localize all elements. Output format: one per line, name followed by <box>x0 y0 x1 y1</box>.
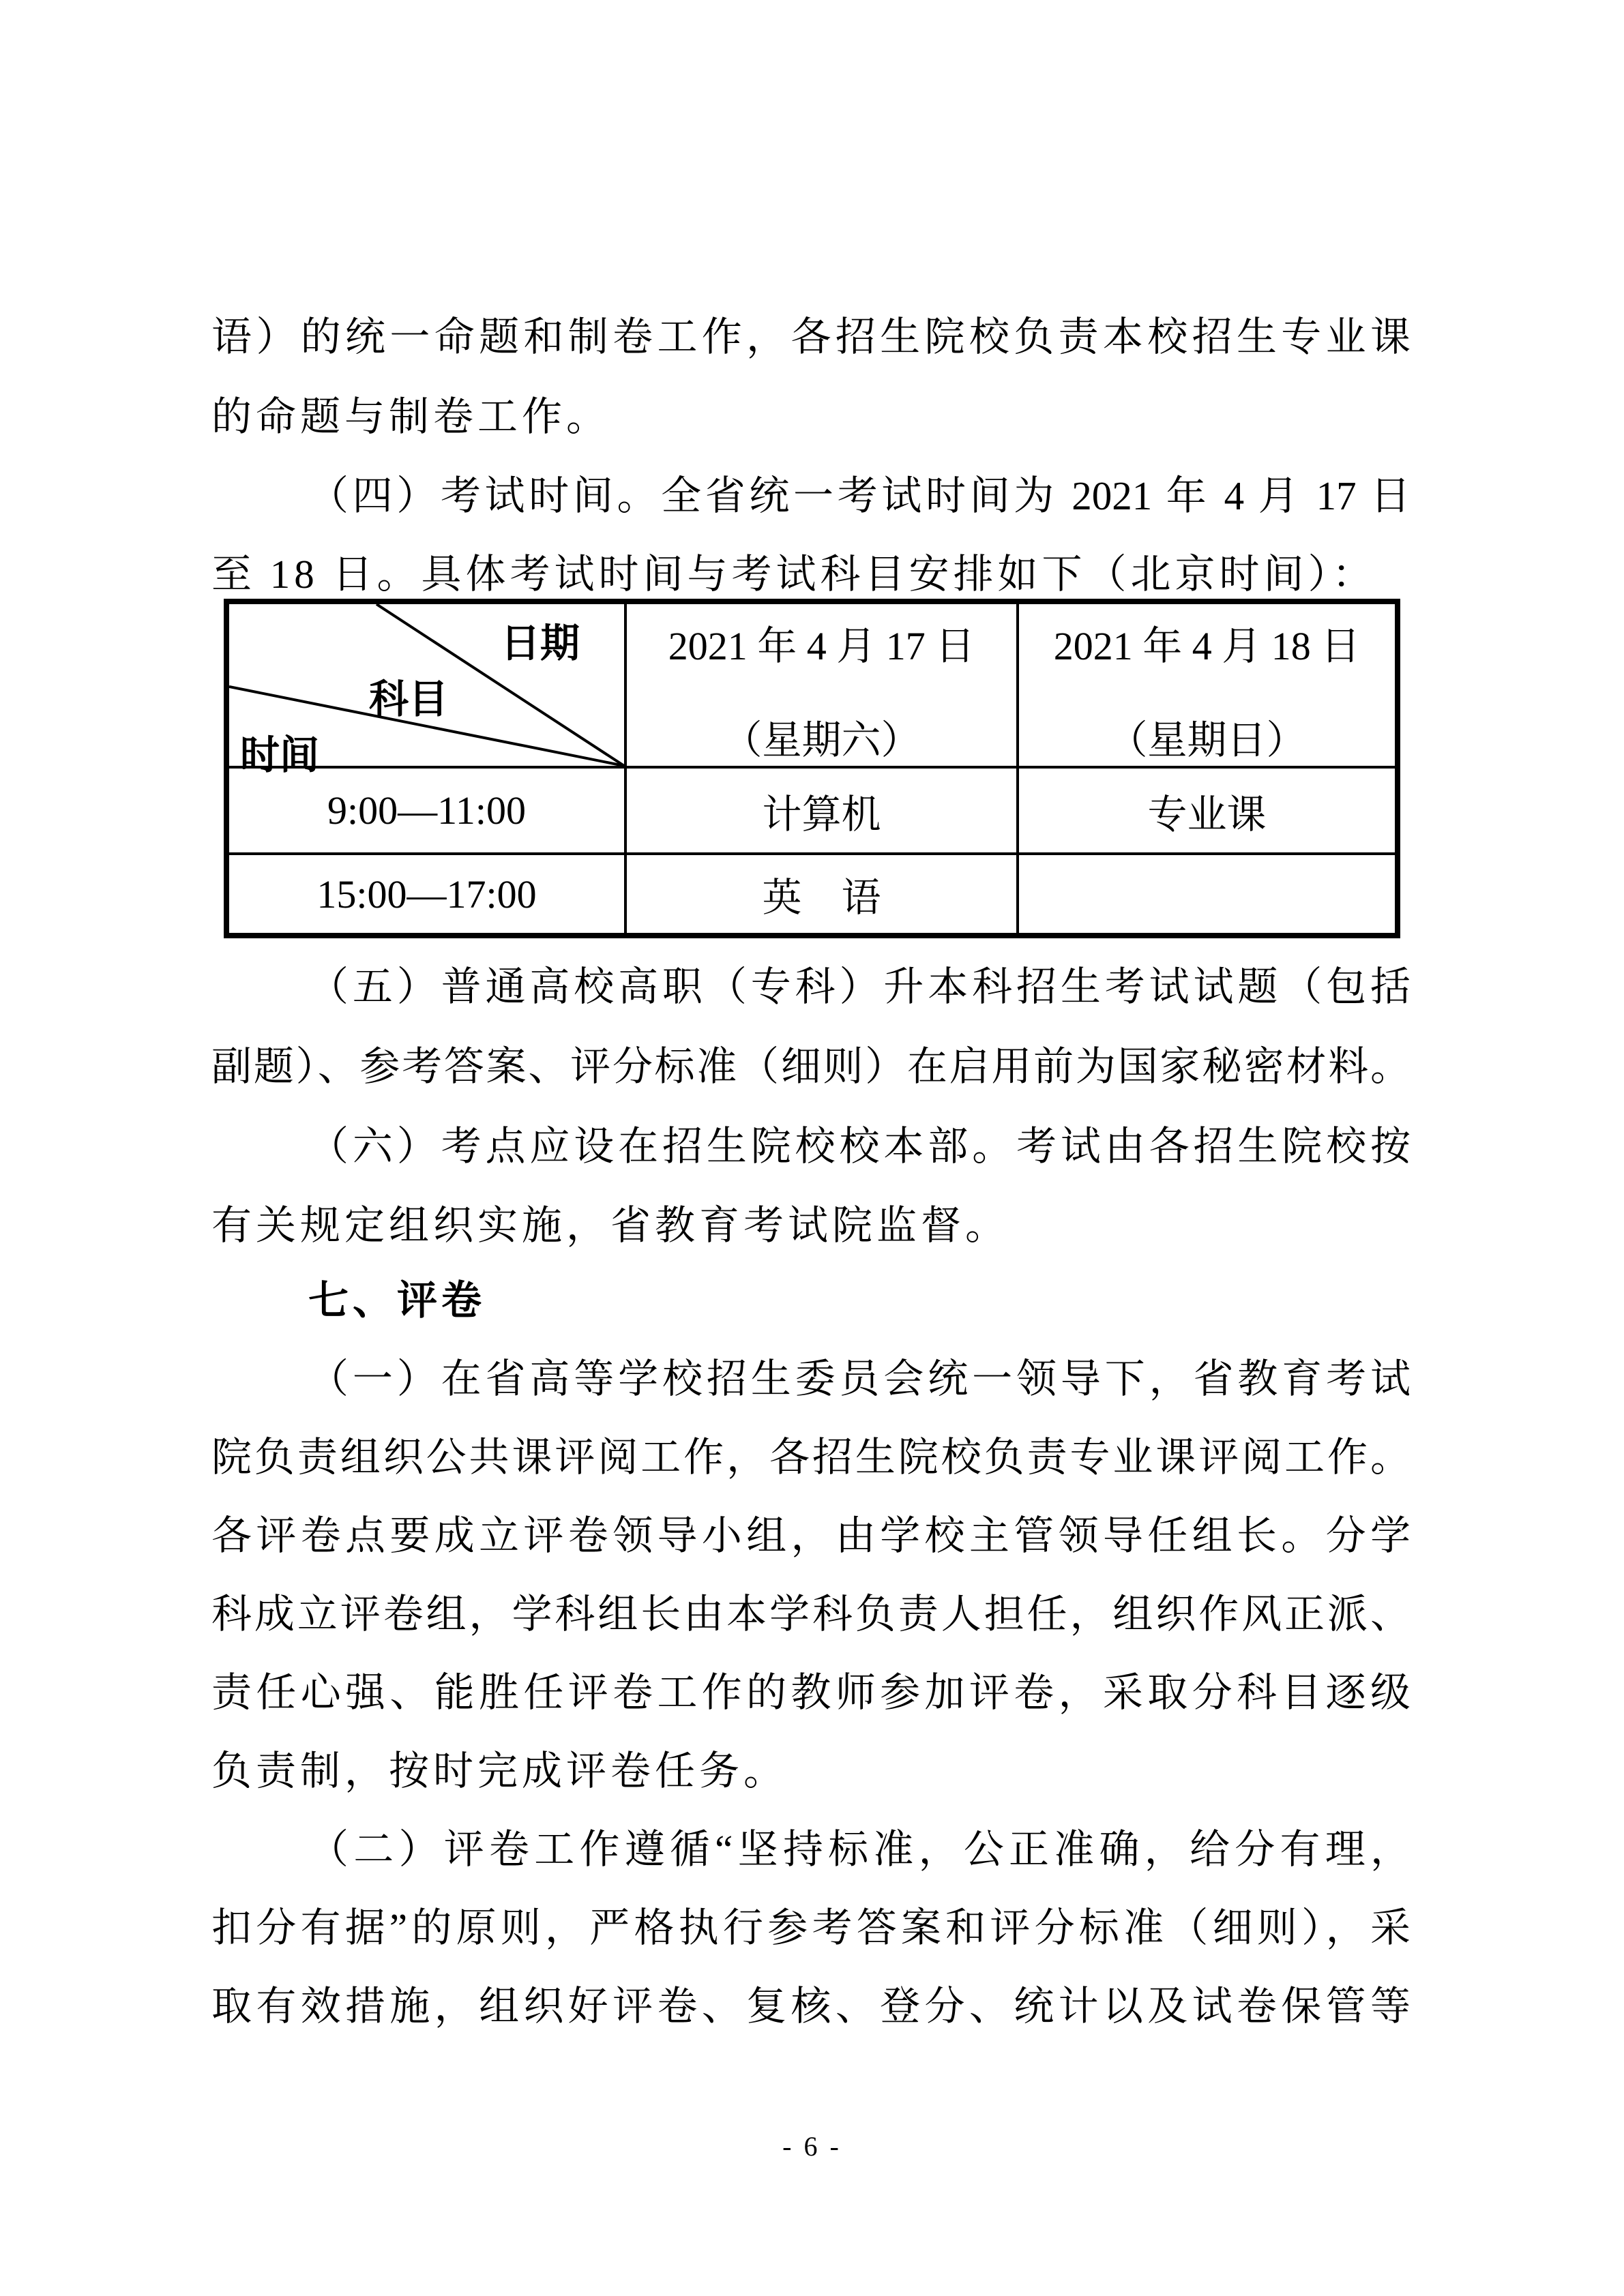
section-heading-pingjuan: 七、评卷 <box>308 1278 486 1323</box>
text-line: 科成立评卷组，学科组长由本学科负责人担任，组织作风正派、 <box>211 1592 1411 1637</box>
text-line: 取有效措施，组织好评卷、复核、登分、统计以及试卷保管等 <box>211 1984 1411 2029</box>
day1-date: 2021 年 4 月 17 日 <box>668 623 975 668</box>
text-line-exam-time: （四）考试时间。全省统一考试时间为 2021 年 4 月 17 日 <box>308 473 1411 518</box>
text-line: 语）的统一命题和制卷工作，各招生院校负责本校招生专业课 <box>211 314 1411 359</box>
text-line: （五）普通高校高职（专科）升本科招生考试试题（包括 <box>308 964 1411 1009</box>
table-cell-empty <box>1019 855 1395 933</box>
exam-schedule-table <box>224 599 1400 938</box>
text-line: （一）在省高等学校招生委员会统一领导下，省教育考试 <box>308 1356 1411 1401</box>
corner-label-subject: 科目 <box>369 677 449 721</box>
corner-label-date: 日期 <box>501 621 580 666</box>
text-line-exam-time: 至 18 日。具体考试时间与考试科目安排如下（北京时间）： <box>211 552 1377 597</box>
day2-date: 2021 年 4 月 18 日 <box>1053 623 1361 668</box>
table-cell-subject-3: 英 语 <box>627 855 1019 933</box>
day1-week: （星期六） <box>722 717 921 762</box>
text-line: （二）评卷工作遵循“坚持标准，公正准确，给分有理， <box>308 1827 1411 1872</box>
table-header-day2 <box>1019 604 1395 769</box>
text-line: 副题）、参考答案、评分标准（细则）在启用前为国家秘密材料。 <box>211 1044 1411 1089</box>
table-cell-subject-1: 计算机 <box>627 769 1019 855</box>
text-line: 有关规定组织实施，省教育考试院监督。 <box>211 1203 1010 1248</box>
corner-label-time: 时间 <box>240 733 320 777</box>
text-line: （六）考点应设在招生院校校本部。考试由各招生院校按 <box>308 1124 1411 1169</box>
table-header-day1 <box>627 604 1019 769</box>
text-line: 扣分有据”的原则，严格执行参考答案和评分标准（细则），采 <box>211 1905 1411 1950</box>
text-line: 的命题与制卷工作。 <box>211 394 611 439</box>
text-line: 院负责组织公共课评阅工作，各招生院校负责专业课评阅工作。 <box>211 1435 1411 1480</box>
text-line: 负责制，按时完成评卷任务。 <box>211 1748 788 1793</box>
text-line: 责任心强、能胜任评卷工作的教师参加评卷，采取分科目逐级 <box>211 1670 1411 1715</box>
table-cell-time-1: 9:00—11:00 <box>229 769 627 855</box>
page-number: - 6 - <box>782 2131 842 2162</box>
table-corner-cell <box>229 604 627 777</box>
day2-week: （星期日） <box>1108 717 1306 762</box>
text-line: 各评卷点要成立评卷领导小组，由学校主管领导任组长。分学 <box>211 1513 1411 1558</box>
table-cell-time-2: 15:00—17:00 <box>229 855 627 933</box>
table-cell-subject-2: 专业课 <box>1019 769 1395 855</box>
